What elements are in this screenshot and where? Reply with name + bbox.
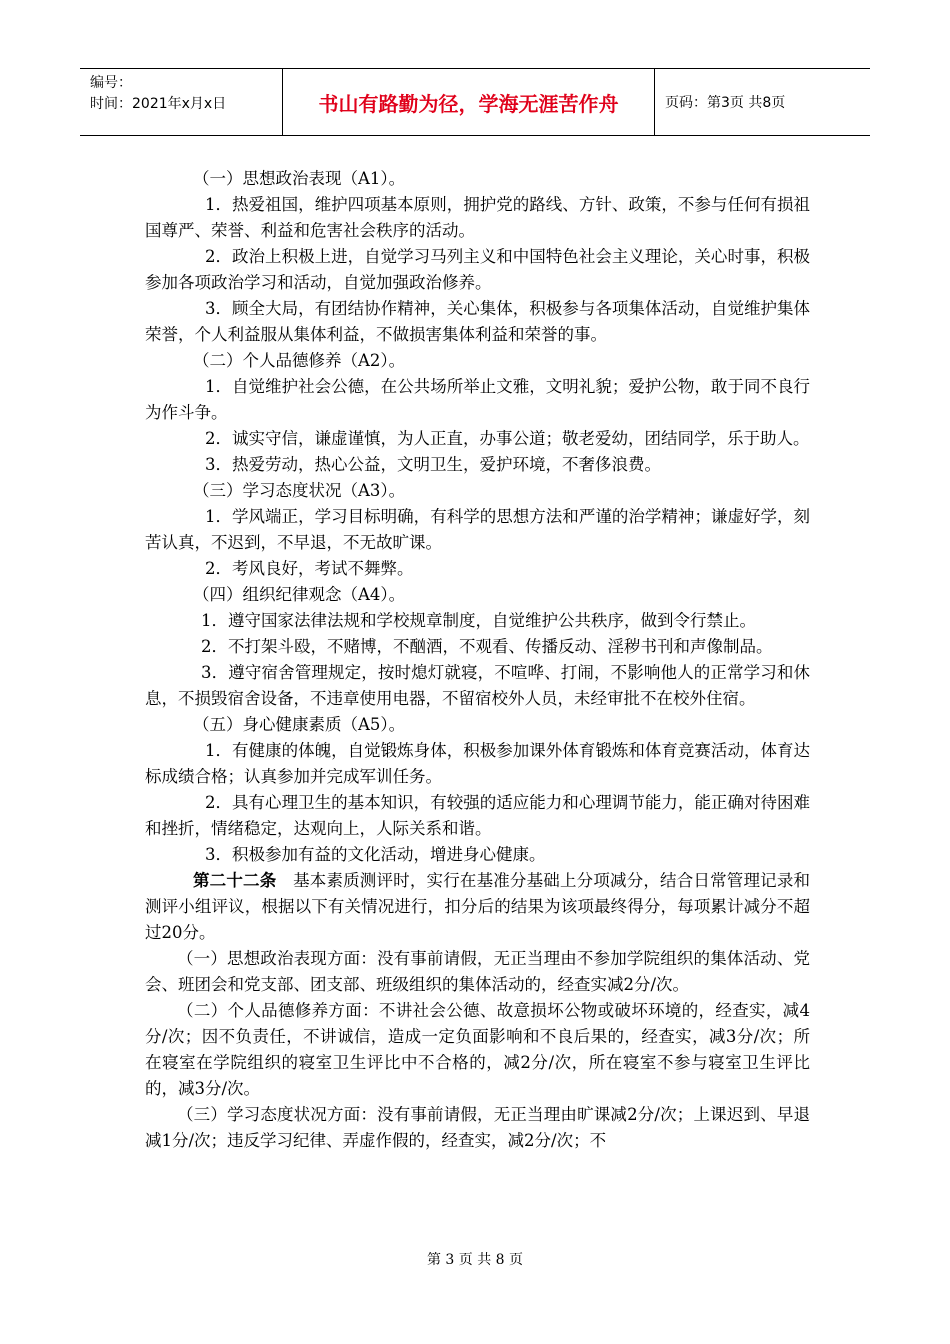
section-heading: （二）个人品德修养（A2）。 [193,351,406,370]
paragraph: 2．不打架斗殴，不赌博，不酗酒，不观看、传播反动、淫秽书刊和声像制品。 [201,637,773,656]
article-title: 第二十二条 [193,871,277,890]
paragraph: 2．具有心理卫生的基本知识，有较强的适应能力和心理调节能力，能正确对待困难和挫折，情绪稳定，达观向上，人际关系和谐。 [145,793,810,838]
article-22 [145,868,810,946]
page-footer: 第 3 页 共 8 页 [426,1252,524,1268]
paragraph: 3．遵守宿舍管理规定，按时熄灯就寝，不喧哗、打闹，不影响他人的正常学习和休息，不损毁宿舍设备，不违章使用电器，不留宿校外人员，未经审批不在校外住宿。 [145,663,810,708]
paragraph: 1．有健康的体魄，自觉锻炼身体，积极参加课外体育锻炼和体育竞赛活动，体育达标成绩合格；认真参加并完成军训任务。 [145,741,810,786]
time-label: 时间：2021年x月x日 [90,96,227,112]
paragraph: 1．热爱祖国，维护四项基本原则，拥护党的路线、方针、政策，不参与任何有损祖国尊严、荣誉、利益和危害社会秩序的活动。 [145,195,810,240]
paragraph: （三）学习态度状况方面：没有事前请假，无正当理由旷课减2分/次；上课迟到、早退减1分/次；违反学习纪律、弄虚作假的，经查实，减2分/次；不 [145,1105,810,1150]
paragraph: 1．自觉维护社会公德，在公共场所举止文雅，文明礼貌；爱护公物，敢于同不良行为作斗争。 [145,377,810,422]
header-meta [80,69,283,135]
paragraph: 1．遵守国家法律法规和学校规章制度，自觉维护公共秩序，做到令行禁止。 [201,611,756,630]
paragraph: 3．顾全大局，有团结协作精神，关心集体，积极参与各项集体活动，自觉维护集体荣誉，个人利益服从集体利益，不做损害集体利益和荣誉的事。 [145,299,810,344]
section-heading: （四）组织纪律观念（A4）。 [193,585,406,604]
document-body [145,166,810,1154]
paragraph: 2．政治上积极上进，自觉学习马列主义和中国特色社会主义理论，关心时事，积极参加各项政治学习和活动，自觉加强政治修养。 [145,247,810,292]
paragraph: （一）思想政治表现方面：没有事前请假，无正当理由不参加学院组织的集体活动、党会、班团会和党支部、团支部、班级组织的集体活动的，经查实减2分/次。 [145,949,810,994]
article-text: 基本素质测评时，实行在基准分基础上分项减分，结合日常管理记录和测评小组评议，根据以下有关情况进行，扣分后的结果为该项最终得分，每项累计减分不超过20分。 [145,871,811,942]
page-header [80,68,870,136]
paragraph: 3．热爱劳动，热心公益，文明卫生，爱护环境，不奢侈浪费。 [205,455,661,474]
paragraph: 2．考风良好，考试不舞弊。 [205,559,414,578]
header-motto: 书山有路勤为径，学海无涯苦作舟 [283,69,655,135]
section-heading: （一）思想政治表现（A1）。 [193,169,406,188]
paragraph: 1．学风端正，学习目标明确，有科学的思想方法和严谨的治学精神；谦虚好学，刻苦认真，不迟到，不早退，不无故旷课。 [145,507,810,552]
paragraph: 3．积极参加有益的文化活动，增进身心健康。 [205,845,546,864]
section-heading: （三）学习态度状况（A3）。 [193,481,406,500]
paragraph: 2．诚实守信，谦虚谨慎，为人正直，办事公道；敬老爱幼，团结同学，乐于助人。 [205,429,810,448]
header-page-info: 页码：第3页 共8页 [665,95,786,111]
number-label: 编号： [90,75,132,91]
paragraph: （二）个人品德修养方面：不讲社会公德、故意损坏公物或破坏环境的，经查实，减4分/次；因不负责任，不讲诚信，造成一定负面影响和不良后果的，经查实，减3分/次；所在寝室在学院组织的寝室卫生评比中不合格的，减2分/次，所在寝室不参与寝室卫生评比的，减3分/次。 [145,1001,810,1098]
section-heading: （五）身心健康素质（A5）。 [193,715,406,734]
